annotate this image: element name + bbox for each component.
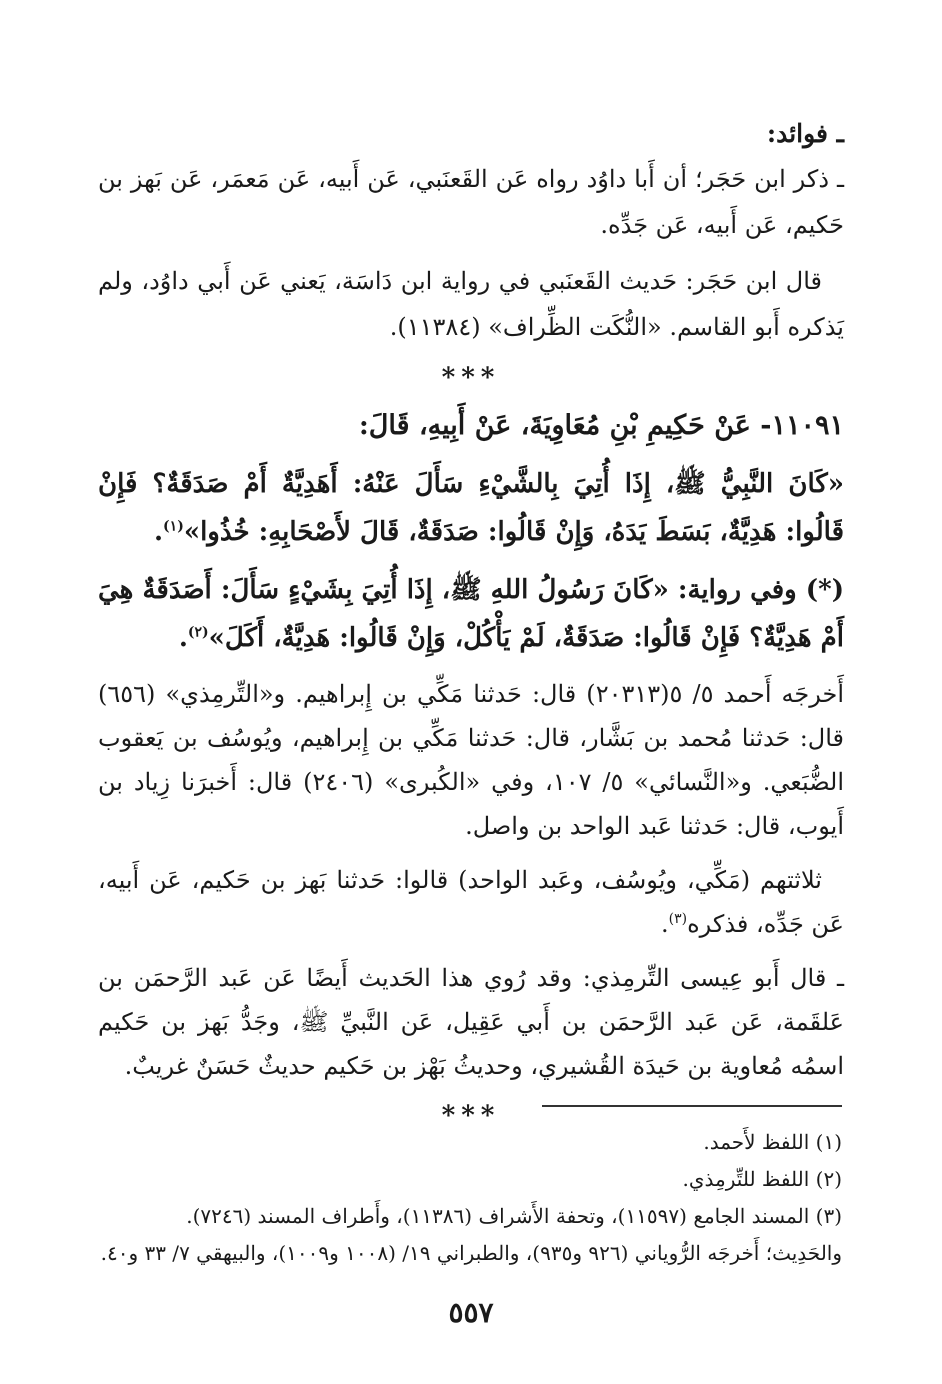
hadith-riwaya-body: (*) وفي رواية: «كَانَ رَسُولُ اللهِ ﷺ، إِذَا أُتِيَ بِشَيْءٍ سَأَلَ: أَصَدَقَةٌ هِيَ أَمْ هَدِيَّةٌ؟ فَإِنْ قَالُوا: صَدَقَةٌ، لَمْ يَأْكُلْ، وَإِنْ قَالُوا: هَدِيَّةٌ، أَكَلَ» [98, 575, 844, 653]
page-number: ٥٥٧ [448, 1296, 494, 1329]
takhrij-paragraph-2 [98, 858, 844, 946]
hadith-text [98, 460, 844, 556]
hadith-riwaya [98, 566, 844, 662]
section-separator: *** [441, 363, 501, 393]
hadith-riwaya-end: . [178, 623, 188, 653]
takhrij-paragraph-2-body: ثلاثتهم (مَكِّي، ويُوسُف، وعَبد الواحد) قالوا: حَدثنا بَهز بن حَكيم، عَن أَبيه، عَن جَدِّه، فذكره [98, 866, 844, 938]
section-separator: *** [441, 1101, 501, 1131]
takhrij-paragraph-2-end: . [660, 910, 669, 938]
fawaid-paragraph-2: قال ابن حَجَر: حَديث القَعنَبي في رواية ابن دَاسَة، يَعني عَن أَبي داوُد، ولم يَذكره أَبو القاسم. «النُّكَت الظِّراف» (١١٣٨٤). [98, 267, 844, 341]
footnote-ref-1: (١) [163, 518, 184, 535]
hadith-text-body: «كَانَ النَّبِيُّ ﷺ، إِذَا أُتِيَ بِالشَّيْءِ سَأَلَ عَنْهُ: أَهَدِيَّةٌ أَمْ صَدَقَةٌ؟ فَإِنْ قَالُوا: هَدِيَّةٌ، بَسَطَ يَدَهُ، وَإِنْ قَالُوا: صَدَقَةٌ، قَالَ لأَصْحَابِهِ: خُذُوا» [98, 469, 844, 547]
footnote-2: (٢) اللفظ للتِّرمِذي. [682, 1167, 842, 1191]
fawaid-heading: ـ فوائد: [766, 119, 844, 148]
main-text [98, 112, 844, 1140]
footnotes [98, 1124, 842, 1272]
hadith-heading: ١١٠٩١- عَنْ حَكِيمِ بْنِ مُعَاوِيَةَ، عَنْ أَبِيهِ، قَالَ: [358, 410, 844, 441]
fawaid-paragraph-1: ـ ذكر ابن حَجَر؛ أن أَبا داوُد رواه عَن القَعنَبي، عَن أَبيه، عَن مَعمَر، عَن بَهز بن حَكيم، عَن أَبيه، عَن جَدِّه. [98, 165, 844, 239]
footnote-3-continued: والحَدِيث؛ أَخرجَه الرُّوياني (٩٢٦ و٩٣٥)، والطبراني ١٩/ (١٠٠٨ و١٠٠٩)، والبيهقي ٧/ ٣٣ و٤٠. [100, 1241, 842, 1265]
takhrij-paragraph-1: أَخرجَه أَحمد ٥/ ٥(٢٠٣١٣) قال: حَدثنا مَكِّي بن إِبراهيم. و«التِّرمِذي» (٦٥٦) قال: حَدثنا مُحمد بن بَشَّار، قال: حَدثنا مَكِّي بن إِبراهيم، ويُوسُف بن يَعقوب الضُّبَعي. و«النَّسائي» ٥/ ١٠٧، وفي «الكُبرى» (٢٤٠٦) قال: أَخبرَنا زِياد بن أَيوب، قال: حَدثنا عَبد الواحد بن واصل. [98, 680, 845, 840]
takhrij-paragraph-3: ـ قال أَبو عِيسى التِّرمِذي: وقد رُوي هذا الحَديث أَيضًا عَن عَبد الرَّحمَن بن عَلقَمة، عَن عَبد الرَّحمَن بن أَبي عَقِيل، عَن النَّبيِّ ﷺ، وجَدُّ بَهز بن حَكيم اسمُه مُعاوية بن حَيدَة القُشيري، وحديثُ بَهْز بن حَكيم حديثٌ حَسَنٌ غريبٌ. [98, 964, 844, 1080]
footnote-3: (٣) المسند الجامع (١١٥٩٧)، وتحفة الأَشراف (١١٣٨٦)، وأَطراف المسند (٧٢٤٦). [186, 1204, 842, 1228]
footnote-divider [542, 1105, 842, 1107]
footnote-ref-3: (٣) [668, 911, 688, 927]
footnote-ref-2: (٢) [187, 624, 209, 641]
footnote-1: (١) اللفظ لأَحمد. [703, 1130, 842, 1154]
hadith-text-end: . [153, 517, 164, 547]
